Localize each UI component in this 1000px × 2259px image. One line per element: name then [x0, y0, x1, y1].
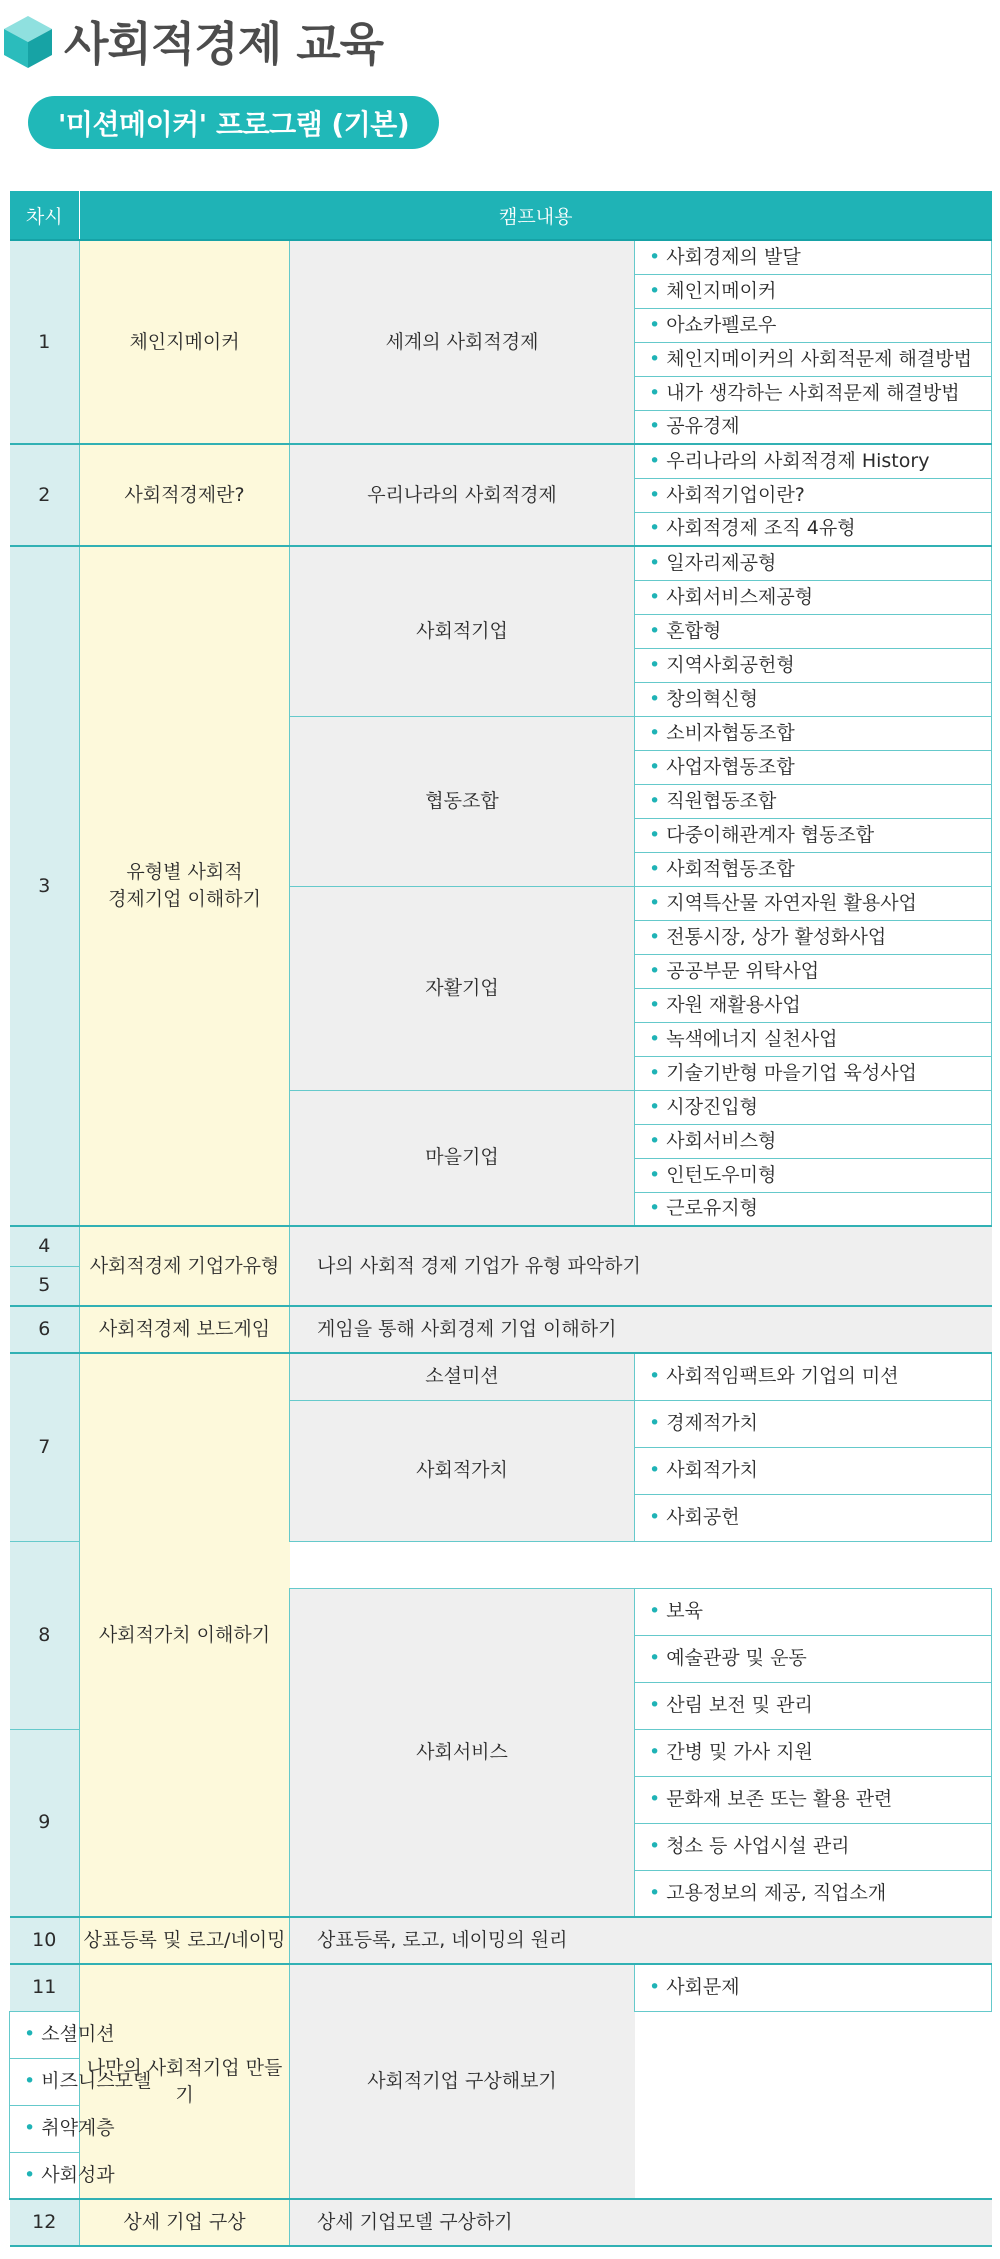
session-title: 사회적경제 기업가유형	[80, 1226, 290, 1306]
session-title: 사회적경제 보드게임	[80, 1306, 290, 1353]
session-description: 나의 사회적 경제 기업가 유형 파악하기	[290, 1226, 992, 1306]
list-item	[635, 444, 992, 478]
cube-icon	[2, 14, 54, 70]
bullet-icon: •	[649, 279, 661, 302]
bullet-icon: •	[649, 993, 661, 1016]
session-number: 2	[10, 444, 80, 546]
session-number: 3	[10, 546, 80, 1226]
bullet-icon: •	[649, 653, 661, 676]
list-item-text: 전통시장, 상가 활성화사업	[666, 925, 887, 948]
list-item-text: 직원협동조합	[666, 789, 777, 812]
list-item-text: 혼합형	[666, 619, 722, 642]
session-description: 상표등록, 로고, 네이밍의 원리	[290, 1917, 992, 1964]
list-item	[635, 1494, 992, 1541]
table-body	[10, 240, 992, 2246]
session-title: 상세 기업 구상	[80, 2199, 290, 2246]
list-item-text: 경제적가치	[666, 1412, 758, 1435]
bullet-icon: •	[649, 381, 661, 404]
bullet-icon: •	[649, 1197, 661, 1220]
table-row	[10, 2199, 992, 2246]
bullet-icon: •	[649, 959, 661, 982]
list-item-text: 문화재 보존 또는 활용 관련	[666, 1788, 893, 1811]
list-item-text: 사회적임팩트와 기업의 미션	[666, 1365, 899, 1388]
bullet-icon: •	[649, 1459, 661, 1482]
list-item-text: 다중이해관계자 협동조합	[666, 823, 875, 846]
bullet-icon: •	[24, 2023, 36, 2046]
table-row	[10, 444, 992, 478]
topic-cell: 우리나라의 사회적경제	[290, 444, 635, 546]
list-item-text: 청소 등 사업시설 관리	[666, 1835, 850, 1858]
list-item	[635, 886, 992, 920]
list-item	[635, 1588, 992, 1635]
list-item-text: 사회적가치	[666, 1459, 758, 1482]
table-row	[10, 1964, 992, 2011]
list-item-text: 사회공헌	[666, 1506, 740, 1529]
bullet-icon: •	[649, 789, 661, 812]
table-header-row	[10, 191, 992, 240]
topic-cell: 세계의 사회적경제	[290, 240, 635, 444]
list-item	[635, 1353, 992, 1400]
program-subtitle: '미션메이커' 프로그램 (기본)	[28, 96, 439, 149]
list-item-text: 아쇼카펠로우	[666, 313, 777, 336]
bullet-icon: •	[649, 347, 661, 370]
list-item-text: 지역특산물 자연자원 활용사업	[666, 891, 917, 914]
session-number: 11	[10, 1964, 80, 2011]
list-item-text: 체인지메이커의 사회적문제 해결방법	[666, 347, 972, 370]
list-item	[635, 1124, 992, 1158]
list-item	[635, 274, 992, 308]
bullet-icon: •	[649, 415, 661, 438]
list-item-text: 기술기반형 마을기업 육성사업	[666, 1061, 917, 1084]
topic-cell: 사회적가치	[290, 1400, 635, 1541]
list-item	[635, 750, 992, 784]
list-item-text: 사회적경제 조직 4유형	[666, 517, 856, 540]
list-item-text: 근로유지형	[666, 1197, 758, 1220]
bullet-icon: •	[649, 1835, 661, 1858]
list-item-text: 예술관광 및 운동	[666, 1647, 807, 1670]
list-item-text: 사회경제의 발달	[666, 245, 801, 268]
bullet-icon: •	[649, 857, 661, 880]
bullet-icon: •	[649, 585, 661, 608]
header-content: 캠프내용	[80, 191, 992, 240]
page-header	[0, 0, 1000, 90]
session-description: 게임을 통해 사회경제 기업 이해하기	[290, 1306, 992, 1353]
bullet-icon: •	[24, 2070, 36, 2093]
curriculum-table	[9, 191, 992, 2247]
bullet-icon: •	[649, 721, 661, 744]
session-title: 나만의 사회적기업 만들기	[80, 1964, 290, 2199]
list-item-text: 녹색에너지 실천사업	[666, 1027, 838, 1050]
bullet-icon: •	[649, 1027, 661, 1050]
list-item	[635, 852, 992, 886]
list-item	[10, 2152, 115, 2199]
bullet-icon: •	[649, 1600, 661, 1623]
list-item	[635, 1400, 992, 1447]
bullet-icon: •	[649, 1741, 661, 1764]
list-item-text: 사업자협동조합	[666, 755, 795, 778]
topic-cell: 소셜미션	[290, 1353, 635, 1400]
session-title: 체인지메이커	[80, 240, 290, 444]
list-item	[635, 1056, 992, 1090]
session-title: 상표등록 및 로고/네이밍	[80, 1917, 290, 1964]
list-item	[635, 308, 992, 342]
list-item-text: 공유경제	[666, 415, 740, 438]
session-number: 1	[10, 240, 80, 444]
list-item-text: 자원 재활용사업	[666, 993, 801, 1016]
list-item-text: 취약계층	[41, 2117, 115, 2140]
list-item-text: 사회서비스제공형	[666, 585, 814, 608]
list-item	[635, 716, 992, 750]
list-item-text: 사회서비스형	[666, 1129, 777, 1152]
list-item	[635, 546, 992, 580]
bullet-icon: •	[649, 1976, 661, 1999]
bullet-icon: •	[649, 1788, 661, 1811]
bullet-icon: •	[649, 619, 661, 642]
topic-cell: 사회서비스	[290, 1588, 635, 1917]
header-session: 차시	[10, 191, 80, 240]
table-row	[10, 1353, 992, 1400]
topic-cell: 사회적기업	[290, 546, 635, 716]
bullet-icon: •	[649, 483, 661, 506]
list-item	[635, 818, 992, 852]
bullet-icon: •	[24, 2117, 36, 2140]
list-item	[635, 342, 992, 376]
bullet-icon: •	[649, 1412, 661, 1435]
bullet-icon: •	[649, 1365, 661, 1388]
list-item-text: 비즈니스모델	[41, 2070, 152, 2093]
page-title: 사회적경제 교육	[64, 17, 384, 71]
list-item	[635, 478, 992, 512]
list-item-text: 사회적협동조합	[666, 857, 795, 880]
list-item-text: 사회적기업이란?	[666, 483, 805, 506]
table-row	[10, 1226, 992, 1266]
bullet-icon: •	[649, 891, 661, 914]
list-item	[635, 580, 992, 614]
session-title: 사회적경제란?	[80, 444, 290, 546]
list-item-text: 산림 보전 및 관리	[666, 1694, 813, 1717]
list-item	[635, 1870, 992, 1917]
bullet-icon: •	[649, 1095, 661, 1118]
list-item-text: 보육	[666, 1600, 703, 1623]
list-item-text: 창의혁신형	[666, 687, 758, 710]
list-item-text: 간병 및 가사 지원	[666, 1741, 813, 1764]
session-number: 12	[10, 2199, 80, 2246]
bullet-icon: •	[24, 2163, 36, 2186]
list-item-text: 일자리제공형	[666, 551, 777, 574]
bullet-icon: •	[649, 449, 661, 472]
bullet-icon: •	[649, 687, 661, 710]
topic-cell: 협동조합	[290, 716, 635, 886]
list-item	[635, 1682, 992, 1729]
list-item	[635, 954, 992, 988]
session-title: 유형별 사회적 경제기업 이해하기	[80, 546, 290, 1226]
table-row	[10, 1306, 992, 1353]
topic-cell: 마을기업	[290, 1090, 635, 1226]
list-item	[635, 614, 992, 648]
list-item-text: 고용정보의 제공, 직업소개	[666, 1881, 887, 1904]
list-item-text: 소셜미션	[41, 2023, 115, 2046]
bullet-icon: •	[649, 925, 661, 948]
list-item	[635, 1729, 992, 1776]
list-item	[635, 512, 992, 546]
list-item	[635, 410, 992, 444]
session-title: 사회적가치 이해하기	[80, 1353, 290, 1917]
bullet-icon: •	[649, 1163, 661, 1186]
topic-cell: 사회적기업 구상해보기	[290, 1964, 635, 2199]
bullet-icon: •	[649, 517, 661, 540]
bullet-icon: •	[649, 1506, 661, 1529]
list-item-text: 우리나라의 사회적경제 History	[666, 449, 930, 472]
bullet-icon: •	[649, 313, 661, 336]
session-number: 4	[10, 1226, 80, 1266]
topic-cell: 자활기업	[290, 886, 635, 1090]
bullet-icon: •	[649, 551, 661, 574]
session-number: 6	[10, 1306, 80, 1353]
list-item	[635, 1776, 992, 1823]
bullet-icon: •	[649, 1647, 661, 1670]
bullet-icon: •	[649, 1061, 661, 1084]
session-number: 5	[10, 1266, 80, 1306]
list-item	[635, 1447, 992, 1494]
table-row	[10, 546, 992, 580]
bullet-icon: •	[649, 823, 661, 846]
list-item	[10, 2105, 115, 2152]
list-item-text: 지역사회공헌형	[666, 653, 795, 676]
list-item-text: 내가 생각하는 사회적문제 해결방법	[666, 381, 960, 404]
list-item-text: 체인지메이커	[666, 279, 777, 302]
list-item-text: 공공부문 위탁사업	[666, 959, 820, 982]
bullet-icon: •	[649, 1694, 661, 1717]
bullet-icon: •	[649, 1129, 661, 1152]
list-item	[10, 2011, 115, 2058]
list-item	[635, 784, 992, 818]
bullet-icon: •	[649, 1881, 661, 1904]
list-item	[635, 1823, 992, 1870]
list-item-text: 소비자협동조합	[666, 721, 795, 744]
list-item	[635, 1964, 992, 2011]
list-item	[635, 682, 992, 716]
list-item	[635, 1090, 992, 1124]
list-item	[635, 1158, 992, 1192]
list-item-text: 시장진입형	[666, 1095, 758, 1118]
list-item-text: 사회성과	[41, 2163, 115, 2186]
table-row	[10, 240, 992, 274]
list-item-text: 사회문제	[666, 1976, 740, 1999]
list-item	[635, 920, 992, 954]
session-number: 7	[10, 1353, 80, 1541]
list-item	[635, 648, 992, 682]
list-item	[10, 2058, 152, 2105]
session-description: 상세 기업모델 구상하기	[290, 2199, 992, 2246]
list-item	[635, 988, 992, 1022]
bullet-icon: •	[649, 245, 661, 268]
list-item	[635, 376, 992, 410]
list-item	[635, 1635, 992, 1682]
table-row	[10, 1917, 992, 1964]
list-item	[635, 1022, 992, 1056]
session-number: 9	[10, 1729, 80, 1917]
list-item-text: 인턴도우미형	[666, 1163, 777, 1186]
session-number: 10	[10, 1917, 80, 1964]
session-number: 8	[10, 1541, 80, 1729]
list-item	[635, 240, 992, 274]
bullet-icon: •	[649, 755, 661, 778]
list-item	[635, 1192, 992, 1226]
